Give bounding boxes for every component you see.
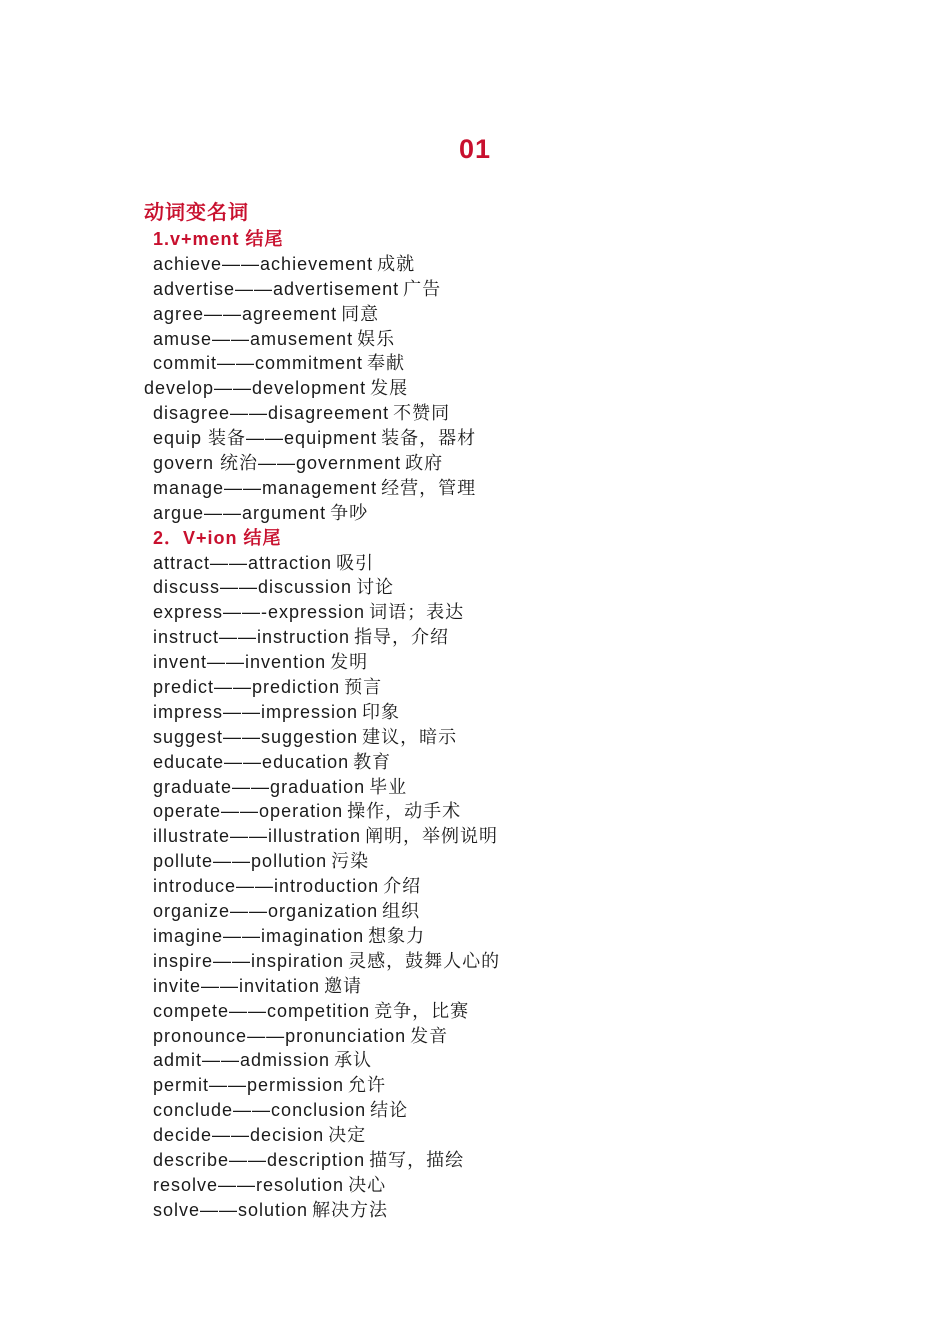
vocab-entry — [144, 252, 904, 277]
entry-word: commit——commitment — [153, 353, 364, 374]
vocab-entry — [144, 775, 904, 800]
entry-meaning: 邀请 — [324, 975, 363, 996]
entry-word: equip 装备——equipment — [153, 428, 378, 449]
entry-meaning: 发明 — [330, 652, 369, 673]
entry-meaning: 争吵 — [330, 502, 369, 523]
entry-meaning: 操作，动手术 — [347, 801, 462, 822]
vocab-entry — [144, 999, 904, 1024]
entry-word: graduate——graduation — [153, 776, 366, 797]
entry-word: argue——argument — [153, 502, 327, 523]
entry-meaning: 不赞同 — [393, 403, 451, 424]
entry-meaning: 广告 — [403, 278, 442, 299]
vocab-entry — [144, 302, 904, 327]
entry-word: advertise——advertisement — [153, 278, 400, 299]
entry-word: compete——competition — [153, 1000, 371, 1021]
entry-word: pollute——pollution — [153, 851, 328, 872]
vocab-entry — [144, 575, 904, 600]
vocab-entry — [144, 1024, 904, 1049]
entry-meaning: 描写，描绘 — [369, 1149, 465, 1170]
entry-word: pronounce——pronunciation — [153, 1025, 407, 1046]
vocab-entry — [144, 426, 904, 451]
vocab-entry — [144, 899, 904, 924]
entry-word: permit——permission — [153, 1075, 345, 1096]
entry-meaning: 娱乐 — [357, 328, 396, 349]
entry-meaning: 建议，暗示 — [362, 726, 458, 747]
entry-meaning: 竞争，比赛 — [374, 1000, 470, 1021]
entry-meaning: 教育 — [353, 751, 392, 772]
vocab-entry — [144, 650, 904, 675]
entry-word: resolve——resolution — [153, 1174, 345, 1195]
entry-word: achieve——achievement — [153, 253, 374, 274]
vocab-entry — [144, 1198, 904, 1223]
entry-word: organize——organization — [153, 901, 379, 922]
vocab-entry — [144, 451, 904, 476]
vocab-entry — [144, 600, 904, 625]
entry-word: introduce——introduction — [153, 876, 380, 897]
entry-meaning: 词语；表达 — [369, 602, 465, 623]
entry-meaning: 预言 — [344, 677, 383, 698]
entry-word: illustrate——illustration — [153, 826, 362, 847]
entry-meaning: 发展 — [370, 378, 409, 399]
entry-word: decide——decision — [153, 1125, 325, 1146]
vocab-entry — [144, 351, 904, 376]
vocab-entry — [144, 750, 904, 775]
page-number: 01 — [458, 134, 492, 164]
vocab-entry — [144, 874, 904, 899]
entry-meaning: 承认 — [334, 1050, 373, 1071]
entry-word: admit——admission — [153, 1050, 331, 1071]
entry-word: educate——education — [153, 751, 350, 772]
vocabulary-content — [144, 199, 904, 1223]
vocab-entry — [144, 700, 904, 725]
entry-meaning: 印象 — [362, 701, 401, 722]
entry-word: develop——development — [144, 378, 367, 399]
entry-meaning: 成就 — [377, 253, 416, 274]
vocab-entry — [144, 949, 904, 974]
entry-word: imagine——imagination — [153, 925, 365, 946]
entry-meaning: 决定 — [328, 1125, 367, 1146]
entry-meaning: 想象力 — [368, 925, 426, 946]
vocab-entry — [144, 1073, 904, 1098]
entry-meaning: 组织 — [382, 901, 421, 922]
section-heading-ion: 2．V+ion 结尾 — [153, 527, 282, 548]
vocab-entry — [144, 476, 904, 501]
entry-word: disagree——disagreement — [153, 403, 390, 424]
entry-word: invent——invention — [153, 652, 327, 673]
entry-meaning: 阐明，举例说明 — [365, 826, 499, 847]
entry-word: invite——invitation — [153, 975, 321, 996]
entry-meaning: 发音 — [410, 1025, 449, 1046]
entry-meaning: 解决方法 — [312, 1199, 389, 1220]
vocab-entry — [144, 1098, 904, 1123]
entry-word: describe——description — [153, 1149, 366, 1170]
entry-meaning: 毕业 — [369, 776, 408, 797]
entry-word: govern 统治——government — [153, 453, 402, 474]
entry-meaning: 经营，管理 — [381, 477, 477, 498]
entry-word: inspire——inspiration — [153, 950, 345, 971]
entry-meaning: 奉献 — [367, 353, 406, 374]
vocab-entry — [144, 924, 904, 949]
entry-word: solve——solution — [153, 1199, 309, 1220]
entry-word: amuse——amusement — [153, 328, 354, 349]
section-heading-ment: 1.v+ment 结尾 — [153, 229, 284, 249]
entry-meaning: 同意 — [341, 303, 380, 324]
vocab-entry — [144, 277, 904, 302]
vocab-entry — [144, 327, 904, 352]
entry-meaning: 吸引 — [336, 552, 375, 573]
entry-word: express——-expression — [153, 602, 366, 623]
entry-word: manage——management — [153, 477, 378, 498]
entry-word: discuss——discussion — [153, 577, 353, 598]
entry-meaning: 允许 — [348, 1075, 387, 1096]
entry-meaning: 装备，器材 — [381, 428, 477, 449]
vocab-entry — [144, 1148, 904, 1173]
entry-meaning: 决心 — [348, 1174, 387, 1195]
vocab-entry — [144, 1048, 904, 1073]
vocab-entry — [144, 974, 904, 999]
vocab-entry — [144, 376, 904, 401]
entry-meaning: 灵感，鼓舞人心的 — [348, 950, 501, 971]
vocab-entry — [144, 1123, 904, 1148]
entry-meaning: 介绍 — [383, 876, 422, 897]
entry-word: agree——agreement — [153, 303, 338, 324]
vocab-entry — [144, 725, 904, 750]
entry-meaning: 政府 — [405, 453, 444, 474]
vocab-entry — [144, 675, 904, 700]
entry-word: operate——operation — [153, 801, 344, 822]
entry-word: instruct——instruction — [153, 627, 351, 648]
entry-word: impress——impression — [153, 701, 359, 722]
vocab-entry — [144, 1173, 904, 1198]
entry-word: conclude——conclusion — [153, 1100, 367, 1121]
vocab-entry — [144, 799, 904, 824]
vocab-entry — [144, 501, 904, 526]
vocab-entry — [144, 551, 904, 576]
entry-meaning: 指导，介绍 — [354, 627, 450, 648]
entry-word: attract——attraction — [153, 552, 333, 573]
main-heading: 动词变名词 — [144, 202, 249, 224]
entry-meaning: 结论 — [370, 1100, 409, 1121]
vocab-entry — [144, 401, 904, 426]
vocab-entry — [144, 625, 904, 650]
entry-word: predict——prediction — [153, 677, 341, 698]
vocab-entry — [144, 824, 904, 849]
vocab-entry — [144, 849, 904, 874]
entry-word: suggest——suggestion — [153, 726, 359, 747]
entry-meaning: 污染 — [331, 851, 370, 872]
entry-meaning: 讨论 — [356, 577, 395, 598]
